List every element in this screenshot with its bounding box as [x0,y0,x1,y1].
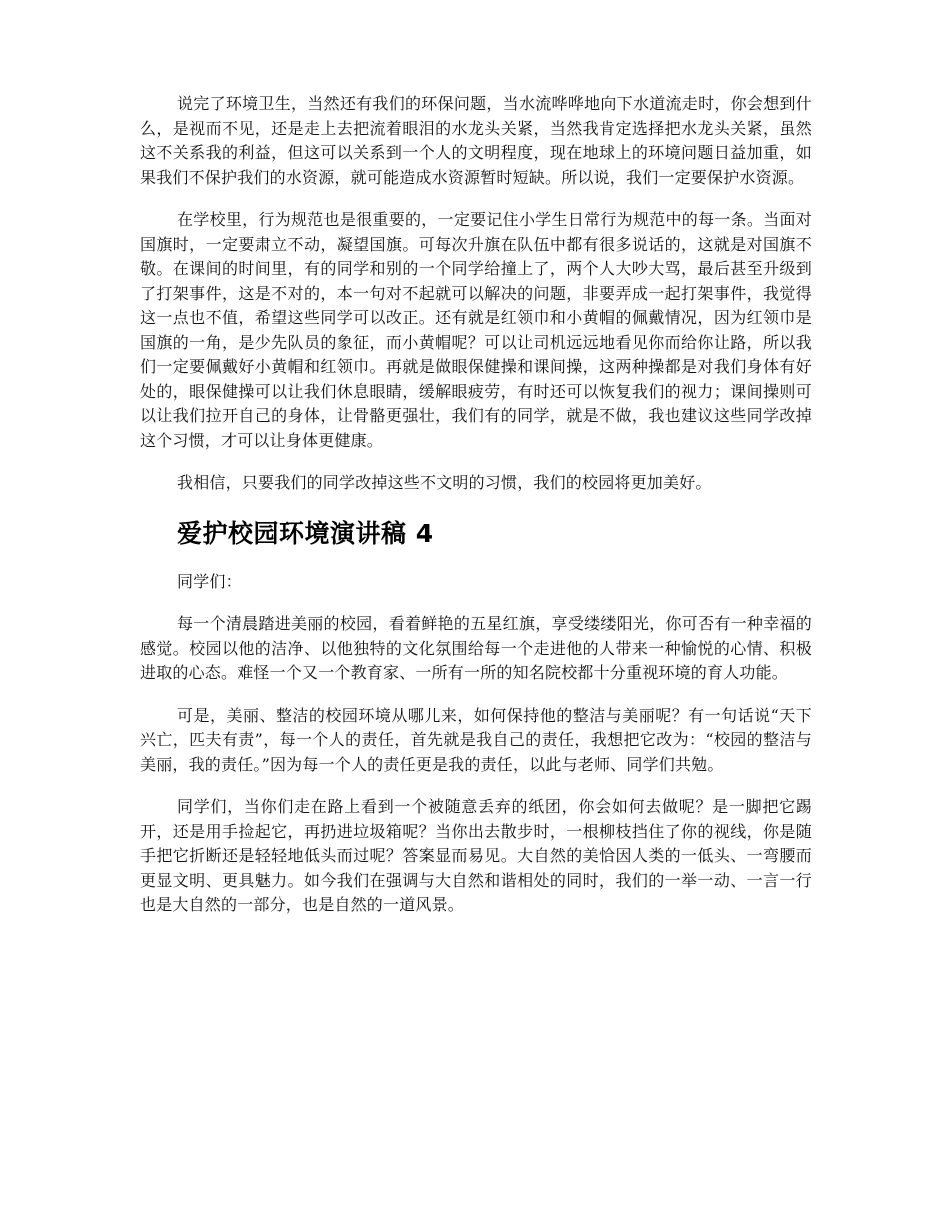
paragraph: 说完了环境卫生，当然还有我们的环保问题，当水流哗哗地向下水道流走时，你会想到什么，是视而不见，还是走上去把流着眼泪的水龙头关紧，当然我肯定选择把水龙头关紧，虽然这不关系我的利益，但这可以关系到一个人的文明程度，现在地球上的环境问题日益加重，如果我们不保护我们的水资源，就可能造成水资源暂时短缺。所以说，我们一定要保护水资源。 [140,94,812,187]
salutation: 同学们： [177,571,242,591]
section-heading: 爱护校园环境演讲稿 4 [177,518,434,548]
paragraph: 我相信，只要我们的同学改掉这些不文明的习惯，我们的校园将更加美好。 [177,473,712,492]
paragraph: 在学校里，行为规范也是很重要的，一定要记住小学生日常行为规范中的每一条。当面对国旗时，一定要肃立不动，凝望国旗。可每次升旗在队伍中都有很多说话的，这就是对国旗不敬。在课间的时间里，有的同学和别的一个同学给撞上了，两个人大吵大骂，最后甚至升级到了打架事件，这是不对的，本一句对不起就可以解决的问题，非要弄成一起打架事件，我觉得这一点也不值，希望这些同学可以改正。还有就是红领巾和小黄帽的佩戴情况，因为红领巾是国旗的一角，是少先队员的象征，而小黄帽呢？可以让司机远远地看见你而给你让路，所以我们一定要佩戴好小黄帽和红领巾。再就是做眼保健操和课间操，这两种操都是对我们身体有好处的，眼保健操可以让我们休息眼睛，缓解眼疲劳，有时还可以恢复我们的视力；课间操则可以让我们拉开自己的身体，让骨骼更强壮，我们有的同学，就是不做，我也建议这些同学改掉这个习惯，才可以让身体更健康。 [140,210,812,450]
document-page [140,92,812,936]
paragraph: 每一个清晨踏进美丽的校园，看着鲜艳的五星红旗，享受缕缕阳光，你可否有一种幸福的感觉。校园以他的洁净、以他独特的文化氛围给每一个走进他的人带来一种愉悦的心情、积极进取的心态。难怪一个又一个教育家、一所有一所的知名院校都十分重视环境的育人功能。 [140,614,812,682]
paragraph: 同学们，当你们走在路上看到一个被随意丢弃的纸团，你会如何去做呢？是一脚把它踢开，还是用手捡起它，再扔进垃圾箱呢？当你出去散步时，一根柳枝挡住了你的视线，你是随手把它折断还是轻轻地低头而过呢？答案显而易见。大自然的美恰因人类的一低头、一弯腰而更显文明、更具魅力。如今我们在强调与大自然和谐相处的同时，我们的一举一动、一言一行也是大自然的一部分，也是自然的一道风景。 [140,797,812,914]
paragraph: 可是，美丽、整洁的校园环境从哪儿来，如何保持他的整洁与美丽呢？有一句话说“天下兴亡，匹夫有责”，每一个人的责任，首先就是我自己的责任，我想把它改为：“校园的整洁与美丽，我的责任。”因为每一个人的责任更是我的责任，以此与老师、同学们共勉。 [140,705,812,774]
